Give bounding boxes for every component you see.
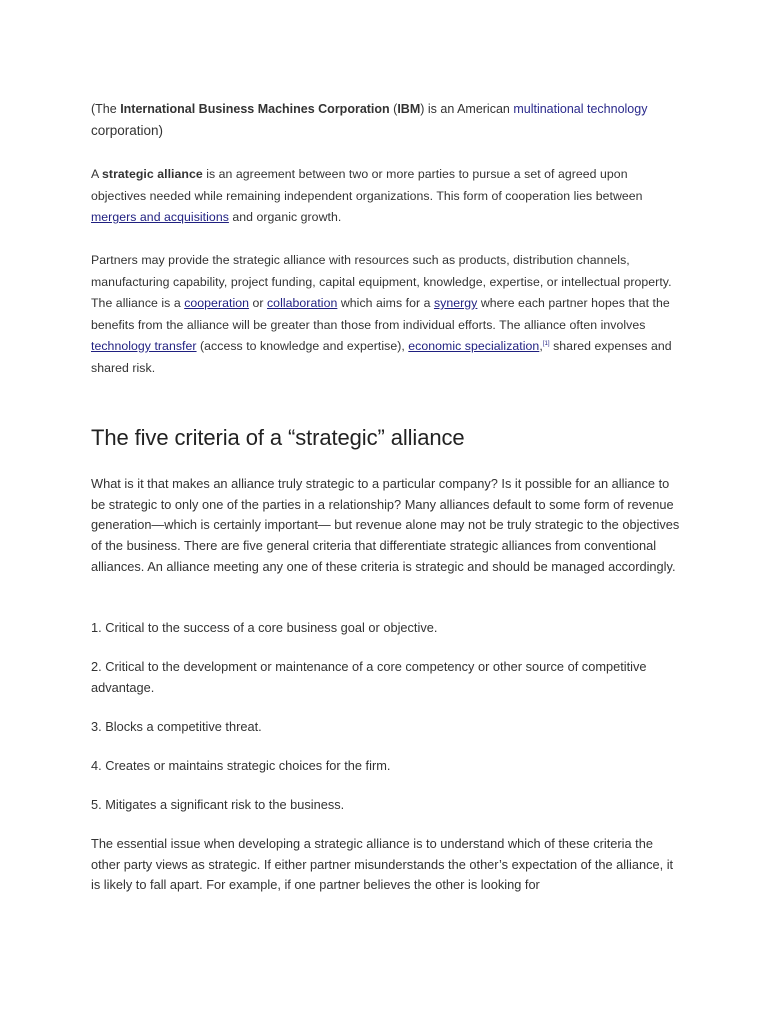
text: is an agreement between two or more parties to pursue a set of agreed upon objectives needed while remaining independent organizations. This form of cooperation lies between	[91, 167, 643, 203]
collaboration-link[interactable]: collaboration	[266, 296, 338, 310]
text: shared expenses and shared risk.	[91, 339, 672, 375]
partners-paragraph	[91, 250, 681, 379]
company-abbr: IBM	[397, 102, 421, 116]
criteria-intro-paragraph: What is it that makes an alliance truly strategic to a particular company? Is it possible for an alliance to be strategic to only one of the parties in a relationship? Many alliances default to some form of revenue generation—which is certainly important— but revenue alone may not be truly strategic to the objectives of the business. There are five general criteria that differentiate strategic alliances from conventional alliances. An alliance meeting any one of these criteria is strategic and should be managed accordingly.	[91, 476, 680, 574]
intro-text: (The	[91, 102, 121, 116]
intro-line2: corporation)	[91, 123, 164, 138]
company-name: International Business Machines Corporation	[120, 102, 390, 116]
document-page	[91, 98, 681, 893]
criterion-1: 1. Critical to the success of a core business goal or objective.	[91, 620, 438, 635]
text: (access to knowledge and expertise),	[196, 339, 409, 353]
economic-specialization-link[interactable]: economic specialization	[408, 339, 540, 353]
strategic-alliance-paragraph	[91, 164, 681, 229]
criterion-3: 3. Blocks a competitive threat.	[91, 719, 262, 734]
criterion-4: 4. Creates or maintains strategic choices for the firm.	[91, 758, 391, 773]
text: and organic growth.	[228, 210, 342, 224]
text: or	[249, 296, 267, 310]
mergers-acquisitions-link[interactable]: mergers and acquisitions	[91, 210, 229, 224]
cooperation-link[interactable]: cooperation	[184, 296, 250, 310]
criterion-2: 2. Critical to the development or maintenance of a core competency or other source of competitive advantage.	[91, 659, 647, 695]
closing-paragraph: The essential issue when developing a strategic alliance is to understand which of these criteria the other party views as strategic. If either partner misunderstands the other’s expectation of the alliance, it is likely to fall apart. For example, if one partner believes the other is looking for	[91, 836, 674, 893]
synergy-link[interactable]: synergy	[433, 296, 478, 310]
text: where each partner hopes that the benefits from the alliance will be greater than those from individual efforts. The alliance often involves	[91, 296, 670, 332]
multinational-technology-link[interactable]: multinational technology	[513, 102, 648, 116]
text: A	[91, 167, 103, 181]
technology-transfer-link[interactable]: technology transfer	[91, 339, 197, 353]
text: Partners may provide the strategic alliance with resources such as products, distribution channels, manufacturing capability, project funding, capital equipment, knowledge, expertise, or intellectual property. The alliance is a	[91, 253, 672, 310]
intro-text: (	[389, 102, 398, 116]
intro-paragraph	[91, 98, 681, 142]
text: ,	[539, 339, 543, 353]
text: which aims for a	[337, 296, 434, 310]
criterion-5: 5. Mitigates a significant risk to the business.	[91, 797, 345, 812]
strategic-alliance-term: strategic alliance	[102, 167, 203, 181]
reference-marker[interactable]: [1]	[542, 340, 550, 347]
intro-text: ) is an American	[420, 102, 514, 116]
section-heading: The five criteria of a “strategic” alliance	[91, 425, 465, 450]
